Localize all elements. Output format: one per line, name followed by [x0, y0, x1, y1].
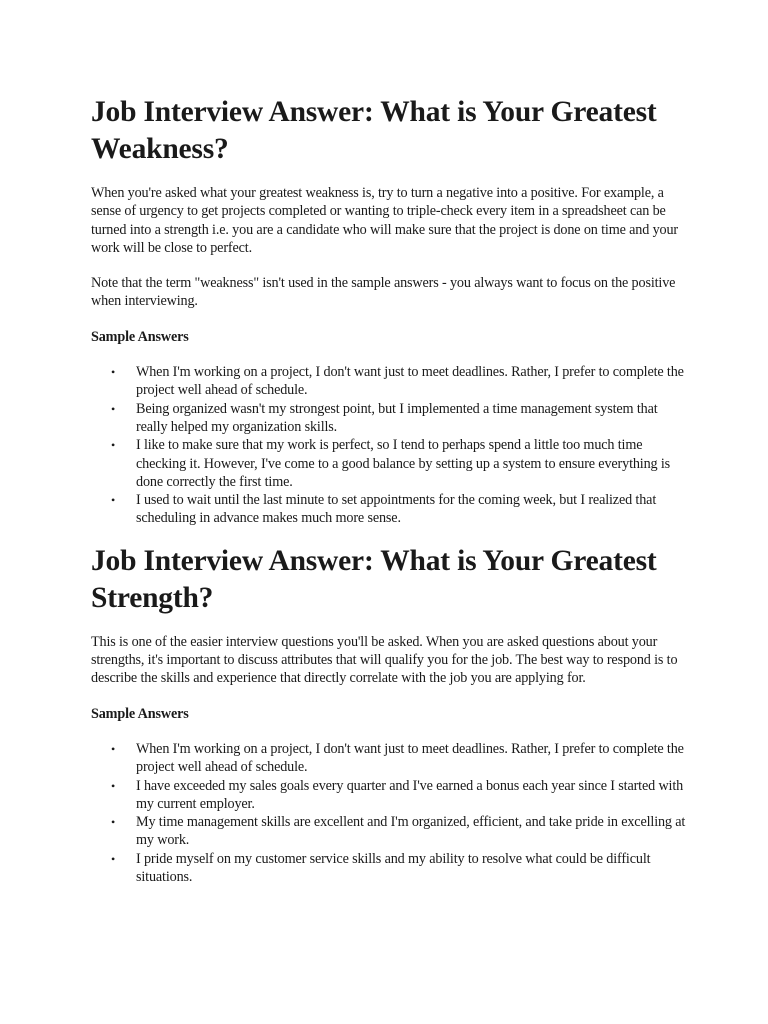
list-item [91, 740, 691, 777]
weakness-sample-answers-label: Sample Answers [91, 328, 189, 345]
weakness-answers-list [91, 363, 691, 528]
list-item-text: My time management skills are excellent and I'm organized, efficient, and take pride in excelling at my work. [136, 814, 686, 849]
list-item [91, 850, 691, 887]
bullet-icon: • [111, 741, 116, 756]
bullet-icon: • [111, 851, 116, 866]
list-item-text: When I'm working on a project, I don't want just to meet deadlines. Rather, I prefer to complete the project well ahead of schedule. [136, 740, 684, 776]
weakness-section-title: Job Interview Answer: What is Your Greatest Weakness? [91, 96, 657, 165]
list-item [91, 400, 691, 437]
list-item [91, 777, 691, 814]
strength-sample-answers-label: Sample Answers [91, 705, 189, 722]
list-item-text: I like to make sure that my work is perfect, so I tend to perhaps spend a little too much time checking it. However, I've come to a good balance by setting up a system to ensure everything is done correctly the first time. [136, 437, 671, 490]
bullet-icon: • [111, 401, 116, 416]
strength-section-title: Job Interview Answer: What is Your Greatest Strength? [91, 544, 657, 614]
bullet-icon: • [111, 493, 116, 508]
strength-answers-list [91, 740, 691, 886]
document-page [91, 94, 691, 886]
weakness-note-paragraph: Note that the term "weakness" isn't used in the sample answers - you always want to focus on the positive when interviewing. [91, 275, 676, 310]
strength-intro-paragraph: This is one of the easier interview questions you'll be asked. When you are asked questions about your strengths, it's important to discuss attributes that will qualify you for the job. The best way to respond is to describe the skills and experience that directly correlate with the job you are applying for. [91, 633, 678, 687]
list-item-text: Being organized wasn't my strongest point, but I implemented a time management system that really helped my organization skills. [136, 400, 658, 435]
list-item [91, 813, 691, 850]
bullet-icon: • [111, 815, 116, 830]
weakness-intro-paragraph: When you're asked what your greatest weakness is, try to turn a negative into a positive. For example, a sense of urgency to get projects completed or wanting to triple-check every item in a spreadsheet can be turned into a strength i.e. you are a candidate who will make sure that the project is done on time and your work will be close to perfect. [91, 185, 678, 256]
list-item-text: I pride myself on my customer service skills and my ability to resolve what could be difficult situations. [136, 850, 651, 886]
bullet-icon: • [111, 778, 116, 793]
bullet-icon: • [111, 438, 116, 453]
list-item [91, 491, 691, 528]
list-item [91, 363, 691, 400]
list-item-text: I have exceeded my sales goals every quarter and I've earned a bonus each year since I started with my current employer. [136, 777, 684, 812]
list-item [91, 436, 691, 491]
bullet-icon: • [111, 365, 116, 380]
list-item-text: I used to wait until the last minute to set appointments for the coming week, but I realized that scheduling in advance makes much more sense. [136, 492, 657, 527]
list-item-text: When I'm working on a project, I don't want just to meet deadlines. Rather, I prefer to complete the project well ahead of schedule. [136, 364, 684, 399]
